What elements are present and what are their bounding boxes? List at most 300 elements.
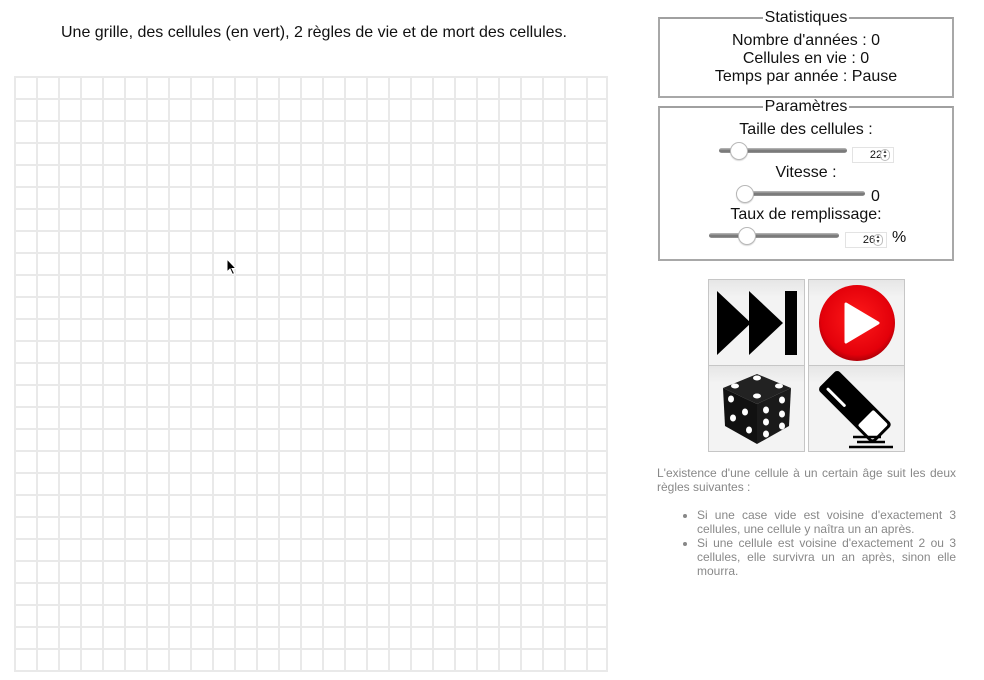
grid-cell[interactable] — [476, 318, 498, 340]
grid-cell[interactable] — [146, 582, 168, 604]
grid-cell[interactable] — [498, 98, 520, 120]
grid-cell[interactable] — [80, 626, 102, 648]
grid-cell[interactable] — [278, 582, 300, 604]
grid-cell[interactable] — [124, 362, 146, 384]
grid-cell[interactable] — [256, 362, 278, 384]
grid-cell[interactable] — [36, 582, 58, 604]
grid-cell[interactable] — [520, 560, 542, 582]
grid-cell[interactable] — [80, 296, 102, 318]
grid-cell[interactable] — [542, 472, 564, 494]
grid-cell[interactable] — [454, 428, 476, 450]
slider-thumb[interactable] — [736, 185, 754, 203]
grid-cell[interactable] — [58, 252, 80, 274]
grid-cell[interactable] — [168, 318, 190, 340]
grid-cell[interactable] — [300, 604, 322, 626]
grid-cell[interactable] — [300, 472, 322, 494]
grid-cell[interactable] — [564, 472, 586, 494]
grid-cell[interactable] — [234, 274, 256, 296]
grid-cell[interactable] — [520, 142, 542, 164]
grid-cell[interactable] — [124, 384, 146, 406]
grid-cell[interactable] — [432, 98, 454, 120]
grid-cell[interactable] — [564, 252, 586, 274]
grid-cell[interactable] — [520, 98, 542, 120]
grid-cell[interactable] — [542, 648, 564, 670]
grid-cell[interactable] — [388, 494, 410, 516]
grid-cell[interactable] — [564, 362, 586, 384]
grid-cell[interactable] — [366, 472, 388, 494]
grid-cell[interactable] — [14, 252, 36, 274]
grid-cell[interactable] — [410, 406, 432, 428]
step-button[interactable] — [708, 279, 805, 366]
grid-cell[interactable] — [388, 538, 410, 560]
grid-cell[interactable] — [520, 186, 542, 208]
grid-cell[interactable] — [234, 648, 256, 670]
grid-cell[interactable] — [58, 296, 80, 318]
grid-cell[interactable] — [520, 428, 542, 450]
grid-cell[interactable] — [410, 208, 432, 230]
grid-cell[interactable] — [300, 384, 322, 406]
grid-cell[interactable] — [586, 494, 608, 516]
grid-cell[interactable] — [124, 516, 146, 538]
grid-cell[interactable] — [366, 296, 388, 318]
grid-cell[interactable] — [124, 252, 146, 274]
grid-cell[interactable] — [564, 120, 586, 142]
grid-cell[interactable] — [410, 274, 432, 296]
grid-cell[interactable] — [498, 230, 520, 252]
grid-cell[interactable] — [212, 560, 234, 582]
grid-cell[interactable] — [14, 494, 36, 516]
grid-cell[interactable] — [36, 384, 58, 406]
grid-cell[interactable] — [102, 494, 124, 516]
grid-cell[interactable] — [124, 582, 146, 604]
grid-cell[interactable] — [344, 208, 366, 230]
grid-cell[interactable] — [124, 472, 146, 494]
grid-cell[interactable] — [36, 406, 58, 428]
grid-cell[interactable] — [124, 406, 146, 428]
grid-cell[interactable] — [498, 494, 520, 516]
grid-cell[interactable] — [388, 626, 410, 648]
grid-cell[interactable] — [322, 560, 344, 582]
grid-cell[interactable] — [234, 76, 256, 98]
grid-cell[interactable] — [102, 604, 124, 626]
grid-cell[interactable] — [102, 142, 124, 164]
grid-cell[interactable] — [454, 472, 476, 494]
grid-cell[interactable] — [300, 252, 322, 274]
grid-cell[interactable] — [476, 252, 498, 274]
grid-cell[interactable] — [102, 648, 124, 670]
grid-cell[interactable] — [410, 560, 432, 582]
grid-cell[interactable] — [476, 604, 498, 626]
grid-cell[interactable] — [586, 538, 608, 560]
grid-cell[interactable] — [498, 626, 520, 648]
grid-cell[interactable] — [212, 120, 234, 142]
grid-cell[interactable] — [14, 604, 36, 626]
grid-cell[interactable] — [410, 604, 432, 626]
grid-cell[interactable] — [36, 494, 58, 516]
grid-cell[interactable] — [14, 208, 36, 230]
grid-cell[interactable] — [432, 450, 454, 472]
grid-cell[interactable] — [388, 98, 410, 120]
grid-cell[interactable] — [542, 428, 564, 450]
grid-cell[interactable] — [476, 648, 498, 670]
grid-cell[interactable] — [476, 76, 498, 98]
grid-cell[interactable] — [388, 142, 410, 164]
grid-cell[interactable] — [102, 428, 124, 450]
grid-cell[interactable] — [344, 538, 366, 560]
grid-cell[interactable] — [256, 274, 278, 296]
grid-cell[interactable] — [102, 472, 124, 494]
grid-cell[interactable] — [212, 384, 234, 406]
grid-cell[interactable] — [476, 362, 498, 384]
grid-cell[interactable] — [498, 516, 520, 538]
grid-cell[interactable] — [278, 274, 300, 296]
grid-cell[interactable] — [168, 142, 190, 164]
grid-cell[interactable] — [58, 186, 80, 208]
grid-cell[interactable] — [124, 626, 146, 648]
grid-cell[interactable] — [234, 604, 256, 626]
grid-cell[interactable] — [300, 516, 322, 538]
grid-cell[interactable] — [256, 516, 278, 538]
grid-cell[interactable] — [58, 406, 80, 428]
grid-cell[interactable] — [476, 428, 498, 450]
grid-cell[interactable] — [300, 186, 322, 208]
grid-cell[interactable] — [234, 208, 256, 230]
grid-cell[interactable] — [564, 582, 586, 604]
grid-cell[interactable] — [498, 582, 520, 604]
grid-cell[interactable] — [234, 450, 256, 472]
grid-cell[interactable] — [322, 208, 344, 230]
grid-cell[interactable] — [476, 120, 498, 142]
grid-cell[interactable] — [102, 98, 124, 120]
grid-cell[interactable] — [168, 164, 190, 186]
grid-cell[interactable] — [190, 318, 212, 340]
grid-cell[interactable] — [234, 186, 256, 208]
grid-cell[interactable] — [278, 142, 300, 164]
grid-cell[interactable] — [300, 142, 322, 164]
grid-cell[interactable] — [36, 274, 58, 296]
grid-cell[interactable] — [124, 164, 146, 186]
grid-cell[interactable] — [410, 472, 432, 494]
grid-cell[interactable] — [564, 494, 586, 516]
grid-cell[interactable] — [256, 604, 278, 626]
grid-cell[interactable] — [256, 560, 278, 582]
grid-cell[interactable] — [388, 560, 410, 582]
grid-cell[interactable] — [432, 274, 454, 296]
grid-cell[interactable] — [190, 384, 212, 406]
grid-cell[interactable] — [234, 98, 256, 120]
grid-cell[interactable] — [278, 384, 300, 406]
grid-cell[interactable] — [146, 296, 168, 318]
grid-cell[interactable] — [124, 538, 146, 560]
grid-cell[interactable] — [344, 406, 366, 428]
grid-cell[interactable] — [410, 164, 432, 186]
fill-rate-slider[interactable] — [709, 227, 839, 245]
grid-cell[interactable] — [36, 208, 58, 230]
grid-cell[interactable] — [476, 230, 498, 252]
grid-cell[interactable] — [586, 296, 608, 318]
grid-cell[interactable] — [432, 494, 454, 516]
grid-cell[interactable] — [542, 604, 564, 626]
grid-cell[interactable] — [498, 362, 520, 384]
grid-cell[interactable] — [36, 626, 58, 648]
grid-cell[interactable] — [168, 230, 190, 252]
grid-cell[interactable] — [58, 384, 80, 406]
grid-cell[interactable] — [322, 472, 344, 494]
grid-cell[interactable] — [168, 208, 190, 230]
grid-cell[interactable] — [234, 362, 256, 384]
grid-cell[interactable] — [256, 472, 278, 494]
grid-cell[interactable] — [256, 450, 278, 472]
grid-cell[interactable] — [344, 142, 366, 164]
grid-cell[interactable] — [564, 186, 586, 208]
grid-cell[interactable] — [146, 626, 168, 648]
grid-cell[interactable] — [168, 120, 190, 142]
grid-cell[interactable] — [256, 538, 278, 560]
grid-cell[interactable] — [146, 450, 168, 472]
grid-cell[interactable] — [300, 230, 322, 252]
spinner-icon[interactable]: ▴ ▾ — [873, 234, 883, 246]
grid-cell[interactable] — [190, 516, 212, 538]
grid-cell[interactable] — [234, 164, 256, 186]
grid-cell[interactable] — [564, 76, 586, 98]
grid-cell[interactable] — [58, 230, 80, 252]
grid-cell[interactable] — [388, 230, 410, 252]
grid-cell[interactable] — [124, 120, 146, 142]
grid-cell[interactable] — [146, 494, 168, 516]
grid-cell[interactable] — [36, 98, 58, 120]
grid-cell[interactable] — [454, 98, 476, 120]
grid-cell[interactable] — [58, 494, 80, 516]
grid-cell[interactable] — [388, 450, 410, 472]
grid-cell[interactable] — [520, 450, 542, 472]
grid-cell[interactable] — [256, 98, 278, 120]
grid-cell[interactable] — [476, 274, 498, 296]
grid-cell[interactable] — [454, 406, 476, 428]
grid-cell[interactable] — [168, 582, 190, 604]
grid-cell[interactable] — [520, 76, 542, 98]
grid-cell[interactable] — [212, 186, 234, 208]
grid-cell[interactable] — [564, 516, 586, 538]
grid-cell[interactable] — [432, 186, 454, 208]
grid-cell[interactable] — [366, 252, 388, 274]
grid-cell[interactable] — [58, 340, 80, 362]
grid-cell[interactable] — [586, 560, 608, 582]
grid-cell[interactable] — [454, 582, 476, 604]
grid-cell[interactable] — [322, 120, 344, 142]
grid-cell[interactable] — [410, 252, 432, 274]
grid-cell[interactable] — [300, 164, 322, 186]
grid-cell[interactable] — [388, 406, 410, 428]
grid-cell[interactable] — [388, 472, 410, 494]
grid-cell[interactable] — [344, 362, 366, 384]
grid-cell[interactable] — [102, 406, 124, 428]
grid-cell[interactable] — [476, 538, 498, 560]
grid-cell[interactable] — [36, 428, 58, 450]
grid-cell[interactable] — [520, 296, 542, 318]
speed-slider[interactable] — [736, 185, 865, 203]
grid-cell[interactable] — [212, 494, 234, 516]
grid-cell[interactable] — [300, 274, 322, 296]
grid-cell[interactable] — [58, 142, 80, 164]
grid-cell[interactable] — [168, 186, 190, 208]
grid-cell[interactable] — [564, 98, 586, 120]
grid-cell[interactable] — [564, 274, 586, 296]
grid-cell[interactable] — [146, 604, 168, 626]
grid-cell[interactable] — [278, 98, 300, 120]
grid-cell[interactable] — [432, 164, 454, 186]
grid-cell[interactable] — [388, 318, 410, 340]
grid-cell[interactable] — [586, 230, 608, 252]
grid-cell[interactable] — [520, 406, 542, 428]
grid-cell[interactable] — [124, 494, 146, 516]
grid-cell[interactable] — [432, 428, 454, 450]
grid-cell[interactable] — [432, 560, 454, 582]
grid-cell[interactable] — [498, 560, 520, 582]
grid-cell[interactable] — [234, 472, 256, 494]
grid-cell[interactable] — [432, 582, 454, 604]
grid-cell[interactable] — [454, 274, 476, 296]
grid-cell[interactable] — [14, 648, 36, 670]
grid-cell[interactable] — [366, 560, 388, 582]
grid-cell[interactable] — [344, 230, 366, 252]
grid-cell[interactable] — [388, 120, 410, 142]
grid-cell[interactable] — [212, 428, 234, 450]
grid-cell[interactable] — [586, 406, 608, 428]
grid-cell[interactable] — [212, 604, 234, 626]
grid-cell[interactable] — [146, 428, 168, 450]
grid-cell[interactable] — [388, 604, 410, 626]
grid-cell[interactable] — [322, 164, 344, 186]
grid-cell[interactable] — [344, 274, 366, 296]
grid-cell[interactable] — [58, 604, 80, 626]
grid-cell[interactable] — [366, 318, 388, 340]
grid-cell[interactable] — [190, 208, 212, 230]
grid-cell[interactable] — [410, 648, 432, 670]
grid-cell[interactable] — [322, 340, 344, 362]
grid-cell[interactable] — [388, 296, 410, 318]
grid-cell[interactable] — [168, 516, 190, 538]
grid-cell[interactable] — [498, 208, 520, 230]
grid-cell[interactable] — [14, 340, 36, 362]
grid-cell[interactable] — [168, 648, 190, 670]
grid-cell[interactable] — [300, 340, 322, 362]
grid-cell[interactable] — [190, 296, 212, 318]
grid-cell[interactable] — [36, 648, 58, 670]
grid-cell[interactable] — [454, 318, 476, 340]
grid-cell[interactable] — [14, 626, 36, 648]
grid-cell[interactable] — [410, 98, 432, 120]
grid-cell[interactable] — [278, 164, 300, 186]
grid-cell[interactable] — [278, 362, 300, 384]
grid-cell[interactable] — [124, 604, 146, 626]
grid-cell[interactable] — [168, 538, 190, 560]
grid-cell[interactable] — [58, 208, 80, 230]
grid-cell[interactable] — [586, 164, 608, 186]
grid-cell[interactable] — [410, 384, 432, 406]
grid-cell[interactable] — [542, 76, 564, 98]
grid-cell[interactable] — [102, 120, 124, 142]
grid-cell[interactable] — [278, 648, 300, 670]
grid-cell[interactable] — [366, 186, 388, 208]
grid-cell[interactable] — [58, 538, 80, 560]
grid-cell[interactable] — [190, 538, 212, 560]
grid-cell[interactable] — [168, 384, 190, 406]
grid-cell[interactable] — [476, 450, 498, 472]
grid-cell[interactable] — [14, 142, 36, 164]
grid-cell[interactable] — [234, 582, 256, 604]
grid-cell[interactable] — [542, 296, 564, 318]
grid-cell[interactable] — [498, 296, 520, 318]
grid-cell[interactable] — [366, 142, 388, 164]
grid-cell[interactable] — [102, 318, 124, 340]
grid-cell[interactable] — [58, 318, 80, 340]
grid-cell[interactable] — [432, 538, 454, 560]
grid-cell[interactable] — [256, 648, 278, 670]
grid-cell[interactable] — [190, 560, 212, 582]
grid-cell[interactable] — [300, 120, 322, 142]
grid-cell[interactable] — [234, 494, 256, 516]
grid-cell[interactable] — [14, 538, 36, 560]
grid-cell[interactable] — [542, 230, 564, 252]
grid-cell[interactable] — [476, 472, 498, 494]
grid-cell[interactable] — [190, 450, 212, 472]
grid-cell[interactable] — [146, 120, 168, 142]
grid-cell[interactable] — [542, 142, 564, 164]
grid-cell[interactable] — [344, 516, 366, 538]
grid-cell[interactable] — [168, 98, 190, 120]
play-button[interactable] — [808, 279, 905, 366]
grid-cell[interactable] — [80, 142, 102, 164]
grid-cell[interactable] — [388, 252, 410, 274]
grid-cell[interactable] — [344, 428, 366, 450]
grid-cell[interactable] — [234, 406, 256, 428]
grid-cell[interactable] — [58, 362, 80, 384]
grid-cell[interactable] — [168, 560, 190, 582]
grid-cell[interactable] — [256, 384, 278, 406]
grid-cell[interactable] — [366, 340, 388, 362]
grid-cell[interactable] — [278, 120, 300, 142]
grid-cell[interactable] — [498, 252, 520, 274]
grid-cell[interactable] — [168, 450, 190, 472]
life-grid[interactable] — [14, 76, 608, 670]
grid-cell[interactable] — [432, 318, 454, 340]
grid-cell[interactable] — [498, 186, 520, 208]
grid-cell[interactable] — [212, 340, 234, 362]
grid-cell[interactable] — [454, 252, 476, 274]
grid-cell[interactable] — [586, 186, 608, 208]
grid-cell[interactable] — [322, 318, 344, 340]
grid-cell[interactable] — [454, 626, 476, 648]
grid-cell[interactable] — [410, 186, 432, 208]
grid-cell[interactable] — [476, 516, 498, 538]
grid-cell[interactable] — [80, 494, 102, 516]
grid-cell[interactable] — [366, 274, 388, 296]
grid-cell[interactable] — [80, 274, 102, 296]
grid-cell[interactable] — [278, 208, 300, 230]
grid-cell[interactable] — [322, 384, 344, 406]
grid-cell[interactable] — [476, 340, 498, 362]
grid-cell[interactable] — [388, 362, 410, 384]
grid-cell[interactable] — [58, 626, 80, 648]
grid-cell[interactable] — [432, 76, 454, 98]
grid-cell[interactable] — [234, 560, 256, 582]
grid-cell[interactable] — [586, 76, 608, 98]
grid-cell[interactable] — [542, 538, 564, 560]
grid-cell[interactable] — [190, 626, 212, 648]
grid-cell[interactable] — [256, 582, 278, 604]
grid-cell[interactable] — [366, 516, 388, 538]
grid-cell[interactable] — [366, 648, 388, 670]
